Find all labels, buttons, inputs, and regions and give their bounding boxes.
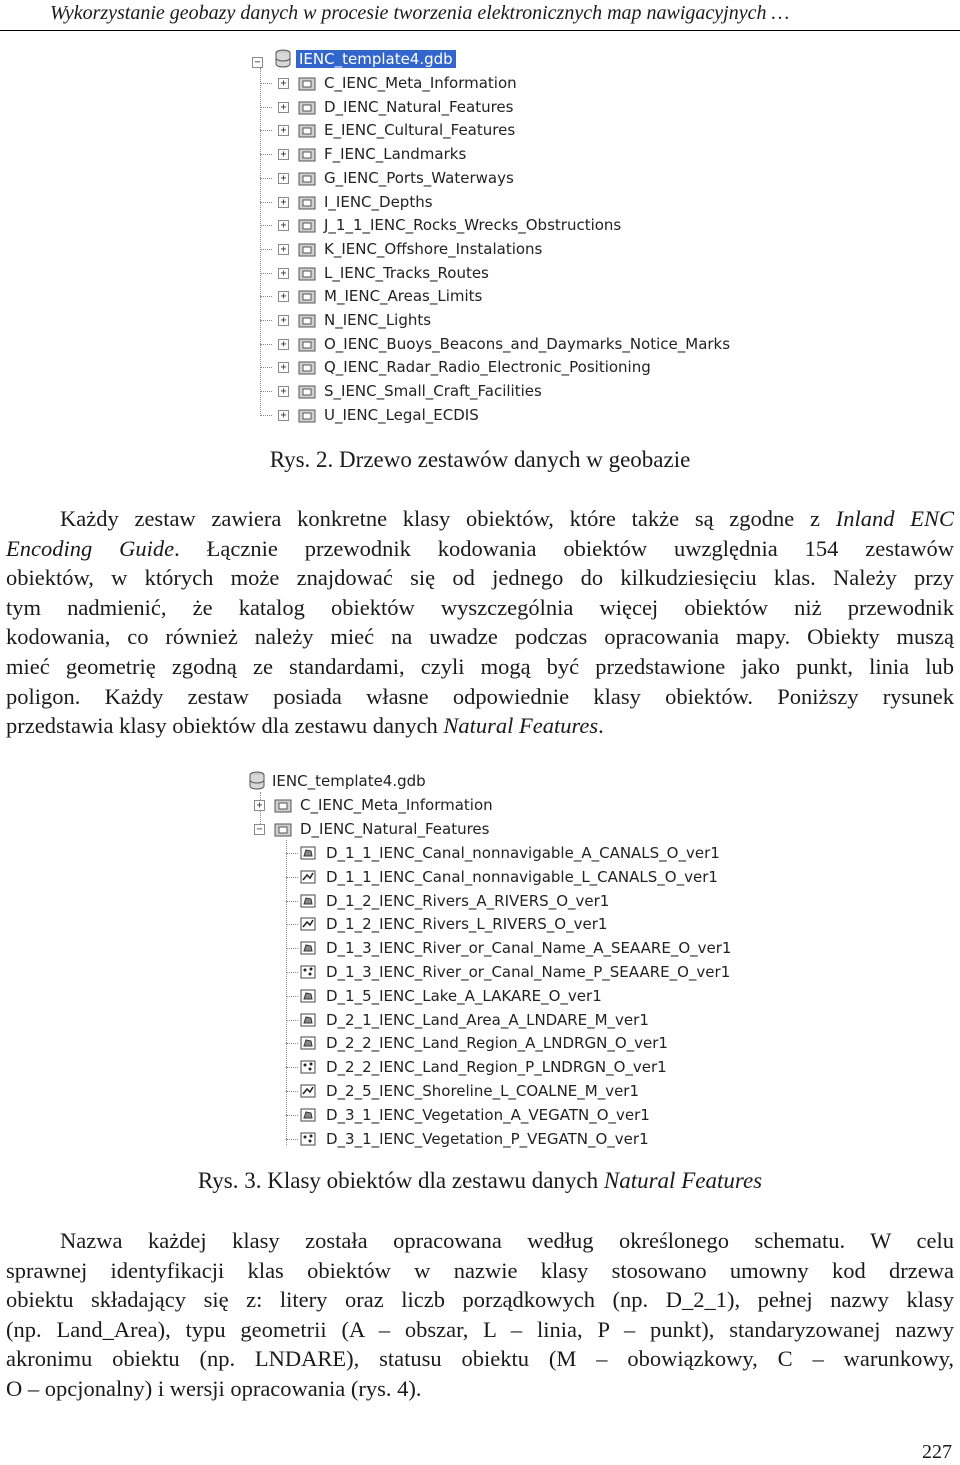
feature-dataset-icon [298, 359, 316, 375]
tree-connector [286, 901, 298, 902]
italic-term: Inland ENC [835, 506, 954, 531]
tree-connector [260, 391, 272, 392]
tree-connector [286, 948, 298, 949]
dataset-label: U_IENC_Legal_ECDIS [324, 405, 479, 424]
dataset-label: C_IENC_Meta_Information [300, 796, 493, 814]
tree-connector [286, 853, 298, 854]
line-feature-class-icon [300, 870, 316, 884]
dataset-label: D_IENC_Natural_Features [300, 820, 490, 838]
text-segment: poligon. Każdy zestaw posiada własne odpowiednie klasy obiektów. Poniższy rysunek [6, 683, 954, 709]
text-segment: . Łącznie przewodnik kodowania obiektów uwzględnia 154 zestawów [174, 535, 954, 561]
text-segment: obiektów, w których może znajdować się od jednego do kilkudziesięciu klas. Należy przy [6, 565, 954, 591]
text-line: obiektu składający się z: litery oraz liczb porządkowych (np. D_2_1), pełnej nazwy klasy [6, 1287, 954, 1313]
tree-connector [260, 296, 272, 297]
expand-icon[interactable]: + [278, 244, 289, 255]
figure-1-caption: Rys. 2. Drzewo zestawów danych w geobazie [269, 447, 691, 472]
text-line: O – opcjonalny) i wersji opracowania (rys. 4). [6, 1375, 422, 1401]
text-line [6, 504, 954, 534]
line-feature-class-icon [300, 1084, 316, 1098]
text-line: akronimu obiektu (np. LNDARE), statusu obiektu (M – obowiązkowy, C – warunkowy, [6, 1346, 954, 1372]
feature-dataset-icon [298, 170, 316, 186]
text-line [6, 652, 954, 682]
tree-connector [286, 996, 298, 997]
polygon-feature-class-icon [300, 989, 316, 1003]
expand-icon[interactable]: + [278, 410, 289, 421]
tree-connector [286, 1115, 298, 1116]
text-line [6, 534, 954, 564]
dataset-label: M_IENC_Areas_Limits [324, 287, 483, 306]
feature-dataset-icon [298, 99, 316, 115]
tree-connector [260, 83, 272, 84]
expand-icon[interactable]: + [278, 315, 289, 326]
text-line [6, 622, 954, 652]
feature-class-label: D_2_1_IENC_Land_Area_A_LNDARE_M_ver1 [326, 1010, 649, 1029]
tree-connector [260, 367, 272, 368]
geodatabase-icon [274, 49, 292, 69]
text-line [6, 711, 954, 741]
text-line [6, 682, 954, 712]
root-label: IENC_template4.gdb [296, 50, 456, 68]
dataset-label: D_IENC_Natural_Features [324, 97, 514, 116]
expand-icon[interactable]: + [278, 102, 289, 113]
feature-dataset-icon [274, 797, 292, 813]
italic-term: Encoding Guide [6, 535, 175, 561]
point-feature-class-icon [300, 965, 316, 979]
collapse-icon[interactable]: − [254, 824, 265, 835]
paragraph-2 [6, 1226, 954, 1404]
dataset-label: F_IENC_Landmarks [324, 145, 467, 164]
expand-icon[interactable]: + [278, 339, 289, 350]
tree-connector [260, 68, 261, 416]
feature-class-label: D_3_1_IENC_Vegetation_A_VEGATN_O_ver1 [326, 1105, 650, 1124]
expand-icon[interactable]: + [278, 268, 289, 279]
feature-dataset-icon [298, 312, 316, 328]
tree-connector [286, 1067, 298, 1068]
feature-class-label: D_2_2_IENC_Land_Region_P_LNDRGN_O_ver1 [326, 1058, 667, 1077]
feature-class-label: D_2_2_IENC_Land_Region_A_LNDRGN_O_ver1 [326, 1034, 668, 1053]
point-feature-class-icon [300, 1060, 316, 1074]
caption-text: Rys. 3. Klasy obiektów dla zestawu danych [197, 1168, 604, 1193]
geodatabase-icon [248, 771, 266, 791]
tree-connector [260, 130, 272, 131]
tree-connector [286, 924, 298, 925]
expand-icon[interactable]: + [278, 291, 289, 302]
feature-class-label: D_1_5_IENC_Lake_A_LAKARE_O_ver1 [326, 986, 602, 1005]
feature-dataset-icon [298, 217, 316, 233]
paragraph-1 [6, 504, 954, 741]
dataset-label: S_IENC_Small_Craft_Facilities [324, 382, 542, 401]
feature-dataset-icon [298, 146, 316, 162]
dataset-label: G_IENC_Ports_Waterways [324, 168, 514, 187]
text-line: Nazwa każdej klasy została opracowana według określonego schematu. W celu [60, 1228, 954, 1253]
expand-icon[interactable]: + [278, 125, 289, 136]
feature-dataset-icon [298, 288, 316, 304]
feature-class-label: D_1_3_IENC_River_or_Canal_Name_P_SEAARE_O_ver1 [326, 963, 731, 981]
text-segment: . [598, 713, 604, 739]
tree-connector [260, 178, 272, 179]
tree-connector [286, 1043, 298, 1044]
running-header [0, 0, 960, 31]
tree-connector [260, 273, 272, 274]
expand-icon[interactable]: + [278, 149, 289, 160]
dataset-label: I_IENC_Depths [324, 192, 433, 211]
feature-dataset-icon [298, 383, 316, 399]
feature-class-label: D_1_3_IENC_River_or_Canal_Name_A_SEAARE_O_ver1 [326, 939, 732, 958]
tree-connector [286, 1020, 298, 1021]
feature-dataset-icon [298, 407, 316, 423]
dataset-label: J_1_1_IENC_Rocks_Wrecks_Obstructions [324, 216, 622, 235]
tree-connector [260, 249, 272, 250]
tree-connector [260, 320, 272, 321]
text-segment: kodowania, co również należy mieć na uwadze podczas opracowania mapy. Obiekty muszą [6, 624, 954, 650]
tree-connector [286, 1091, 298, 1092]
text-line [6, 593, 954, 623]
feature-class-label: D_2_5_IENC_Shoreline_L_COALNE_M_ver1 [326, 1082, 640, 1100]
dataset-label: K_IENC_Offshore_Instalations [324, 239, 543, 258]
expand-icon[interactable]: + [278, 78, 289, 89]
point-feature-class-icon [300, 1132, 316, 1146]
running-title: Wykorzystanie geobazy danych w procesie tworzenia elektronicznych map nawigacyjnych … [50, 2, 790, 24]
tree-connector [286, 972, 298, 973]
expand-icon[interactable]: + [278, 362, 289, 373]
expand-icon[interactable]: + [254, 800, 265, 811]
text-segment: tym nadmienić, że katalog obiektów wyszczególnia więcej obiektów niż przewodnik [6, 594, 954, 620]
text-segment: Każdy zestaw zawiera konkretne klasy obiektów, które także są zgodne z [60, 506, 836, 531]
expand-icon[interactable]: + [278, 386, 289, 397]
dataset-label: O_IENC_Buoys_Beacons_and_Daymarks_Notice_Marks [324, 334, 731, 353]
feature-class-label: D_1_1_IENC_Canal_nonnavigable_A_CANALS_O_ver1 [326, 844, 720, 862]
expand-icon[interactable]: + [278, 173, 289, 184]
polygon-feature-class-icon [300, 1108, 316, 1122]
caption-italic: Natural Features [603, 1168, 763, 1193]
dataset-label: L_IENC_Tracks_Routes [324, 263, 489, 282]
tree-connector [286, 840, 287, 1145]
tree-connector [260, 154, 272, 155]
dataset-label: Q_IENC_Radar_Radio_Electronic_Positioning [324, 358, 651, 377]
feature-class-label: D_1_1_IENC_Canal_nonnavigable_L_CANALS_O_ver1 [326, 867, 718, 886]
collapse-icon[interactable]: − [252, 57, 263, 68]
italic-term: Natural Features [443, 713, 599, 739]
feature-dataset-icon [298, 194, 316, 210]
text-line: sprawnej identyfikacji klas obiektów w nazwie klasy stosowano umowny kod drzewa [6, 1257, 954, 1283]
polygon-feature-class-icon [300, 1013, 316, 1027]
tree-connector [260, 415, 272, 416]
figure-2-feature-class-tree [238, 768, 732, 1153]
polygon-feature-class-icon [300, 941, 316, 955]
dataset-label: N_IENC_Lights [324, 311, 432, 329]
polygon-feature-class-icon [300, 894, 316, 908]
expand-icon[interactable]: + [278, 220, 289, 231]
text-line: (np. Land_Area), typu geometrii (A – obszar, L – linia, P – punkt), standaryzowanej nazwy [6, 1316, 954, 1342]
expand-icon[interactable]: + [278, 197, 289, 208]
feature-class-label: D_1_2_IENC_Rivers_A_RIVERS_O_ver1 [326, 891, 610, 910]
polygon-feature-class-icon [300, 1036, 316, 1050]
text-segment: przedstawia klasy obiektów dla zestawu danych [6, 713, 444, 739]
tree-connector [260, 202, 272, 203]
tree-connector [260, 225, 272, 226]
figure-2-caption [0, 1167, 960, 1195]
text-line [6, 563, 954, 593]
figure-1-dataset-tree [248, 46, 731, 431]
page-number: 227 [922, 1441, 952, 1463]
polygon-feature-class-icon [300, 846, 316, 860]
feature-dataset-icon [298, 75, 316, 91]
dataset-label: C_IENC_Meta_Information [324, 74, 517, 92]
feature-dataset-icon [298, 241, 316, 257]
feature-dataset-icon [298, 265, 316, 281]
tree-connector [260, 107, 272, 108]
tree-connector [286, 1139, 298, 1140]
root-label: IENC_template4.gdb [272, 772, 426, 790]
feature-dataset-icon [298, 336, 316, 352]
tree-connector [286, 877, 298, 878]
feature-class-label: D_1_2_IENC_Rivers_L_RIVERS_O_ver1 [326, 915, 608, 934]
text-segment: mieć geometrię zgodną ze standardami, czyli mogą być przedstawione jako punkt, linia lub [6, 653, 954, 679]
feature-class-label: D_3_1_IENC_Vegetation_P_VEGATN_O_ver1 [326, 1129, 649, 1148]
dataset-label: E_IENC_Cultural_Features [324, 121, 516, 140]
feature-dataset-icon [298, 122, 316, 138]
tree-connector [260, 344, 272, 345]
feature-dataset-icon [274, 821, 292, 837]
line-feature-class-icon [300, 917, 316, 931]
